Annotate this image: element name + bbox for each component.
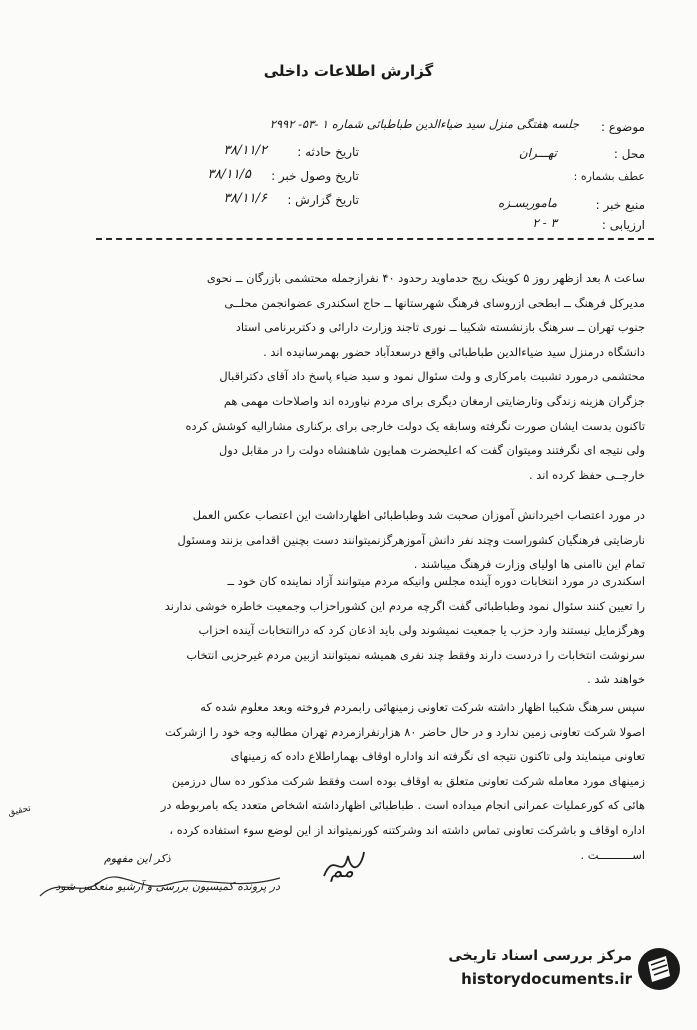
evaluation-value: ۲ - ۳ xyxy=(532,216,557,230)
event-date-label: تاریخ حادثه : xyxy=(297,145,359,159)
signature-scrawl xyxy=(30,866,300,906)
archive-name: مرکز بررسی اسناد تاریخی xyxy=(448,948,632,964)
body-line: نارضایتی فرهنگیان کشوراست وچند نفر دانش آموزهرگزنمیتوانند دست بچنین اقدامی بزنند ومسئول xyxy=(177,532,645,547)
body-line: محتشمی درمورد تشبیت بامرکاری و ولت سئوال نمود و سید ضیاء پاسخ داد آقای دکتراقبال xyxy=(219,369,645,384)
body-line: اســــــــــت . xyxy=(580,847,645,862)
archive-logo-icon xyxy=(636,946,682,992)
body-line: تمام این ناامنی ها اولیای وزارت فرهنگ میباشند . xyxy=(413,557,645,572)
signature-note: ذکر این مفهوم xyxy=(104,852,171,865)
body-line: وهرگزمایل نیستند وارد حزب یا جمعیت نمیشوند ولی باید اذعان کرد که دراانتخابات آینده احزاب xyxy=(198,623,645,638)
related-label: عطف بشماره : xyxy=(573,170,645,183)
initials-scrawl xyxy=(318,846,368,886)
report-date-value: ۳۸/۱۱/۶ xyxy=(223,191,267,206)
document-title: گزارش اطلاعات داخلی xyxy=(263,62,434,80)
body-line: سپس سرهنگ شکیبا اظهار داشته شرکت تعاونی زمینهائی رابمردم فروخته وبعد معلوم شده که xyxy=(200,700,645,714)
received-date-value: ۳۸/۱۱/۵ xyxy=(207,167,251,182)
body-line: را تعیین کنند سئوال نمود وطباطبائی گفت اگرچه مردم این کشوراحزاب وجمعیت خاطره خوشی ندارند xyxy=(164,598,645,613)
source-label: منبع خبر : xyxy=(595,198,645,212)
report-date-label: تاریخ گزارش : xyxy=(287,193,359,207)
body-line: سرنوشت انتخابات را دردست دارند وفقط چند نفری همیشه نمیتوانند ازبین مردم غیرحزبی انتخاب xyxy=(186,647,645,662)
body-line: دانشگاه درمنزل سید ضیاءالدین طباطبائی واقع درسعدآباد حضور بهمرسانیده اند . xyxy=(263,344,645,359)
initials: مم xyxy=(330,858,355,882)
body-line: ولی نتیجه ای نگرفتند ومیتوان گفت که اعلیحضرت همایون شاهنشاه دولت را در مقابل دول xyxy=(219,443,645,458)
source-value: ماموریسـزه xyxy=(498,196,557,210)
place-value: تهـــران xyxy=(518,146,557,160)
signature-text: در پرونده کمیسیون بررسی و آرشیو منعکس شود xyxy=(55,880,280,893)
body-line: در مورد اعتصاب اخیردانش آموزان صحبت شد وطباطبائی اظهارداشت این اعتصاب عکس العمل xyxy=(192,508,645,522)
place-label: محل : xyxy=(613,147,645,161)
subject-value: جلسه هفتگی منزل سید ضیاءالدین طباطبائی شماره ۱ -۵۳- ۲۹۹۲ xyxy=(269,117,579,131)
body-line: زمینهای مورد معامله شرکت تعاونی متعلق به اوقاف بوده است وفقط شرکت مذکور ده سال درزمین xyxy=(171,773,645,788)
header-divider xyxy=(96,238,654,240)
body-line: ساعت ۸ بعد ازظهر روز ۵ کوینک رپج حدماوید رحدود ۴۰ نفرازجمله محتشمی بازرگان ــ نحوی xyxy=(206,271,645,285)
body-line: تعاونی مینمایند ولی تاکنون نتیجه ای نگرفته اند واداره اوقاف بهماراطلاع داده که زمینهای xyxy=(230,749,645,764)
archive-url: historydocuments.ir xyxy=(461,970,632,988)
body-line: اسکندری در مورد انتخابات دوره آینده مجلس وانیکه مردم میتوانند آزاد نماینده کان خود ــ xyxy=(227,574,645,588)
body-line: مدیرکل فرهنگ ــ ابطحی ازروسای فرهنگ شهرستانها ــ حاج اسکندری عضوانجمن محلــی xyxy=(224,295,645,310)
body-line: جنوب تهران ــ سرهنگ بازنشسته شکیبا ــ نوری تاجند وزارت دارائی و دکتربرنامی استاد xyxy=(235,320,645,335)
body-line: تاکنون بدست ایشان صورت نگرفته وسابقه یک دولت خارجی برای برکناری مشارالیه کوشش کرده xyxy=(185,418,645,433)
subject-label: موضوع : xyxy=(600,120,645,134)
archive-footer xyxy=(410,948,632,988)
margin-note: تحقیق xyxy=(7,803,32,819)
body-line: هائی که کورعملیات عمرانی انجام میداده است . طباطبائی اظهارداشته اشخاص متعدد یکه بامربوطه در xyxy=(160,798,645,813)
received-date-label: تاریخ وصول خبر : xyxy=(271,169,359,183)
event-date-value: ۳۸/۱۱/۲ xyxy=(223,143,267,158)
body-line: اداره اوقاف و باشرکت تعاونی تماس داشته اند وشرکتنه کورنمیتواند از این لوضع سوء استفاده کرده ، xyxy=(169,823,645,837)
body-line: جزگران هزینه زندگی وتارضایتی ارمغان دیگری برای مردم نیاورده اند واصلاحات مهمی هم xyxy=(223,394,645,408)
body-line: خواهند شد . xyxy=(587,672,645,687)
body-line: اصولا شرکت تعاونی زمین ندارد و در حال حاضر ۸۰ هزارنفرازمردم تهران مطالبه وجه خود را ازشرکت xyxy=(164,724,645,739)
body-line: خارجــی حفظ کرده اند . xyxy=(528,467,645,482)
evaluation-label: ارزیابی : xyxy=(601,218,645,232)
